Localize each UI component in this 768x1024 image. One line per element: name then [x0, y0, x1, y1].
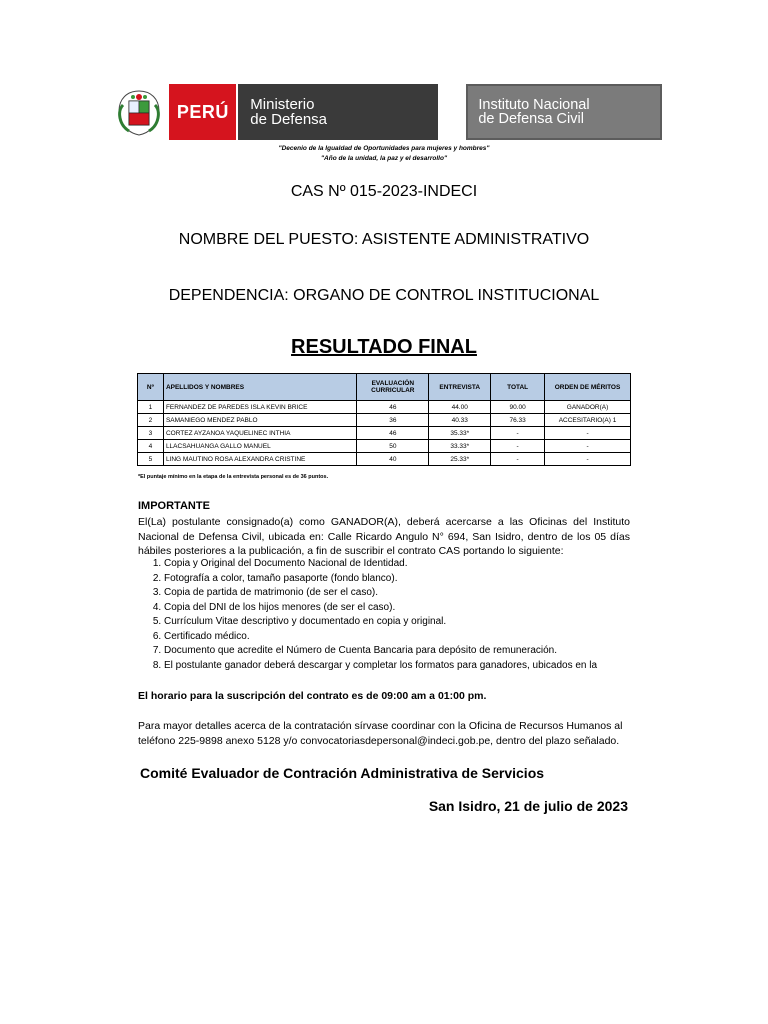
ministry-line2: de Defensa	[250, 111, 328, 128]
cell-interview: 35.33*	[429, 427, 491, 440]
document-date: San Isidro, 21 de julio de 2023	[428, 798, 628, 814]
cell-merit: ACCESITARIO(A) 1	[545, 414, 631, 427]
motto-line2: "Año de la unidad, la paz y el desarrollo"	[320, 155, 448, 162]
cell-total: 76.33	[491, 414, 545, 427]
cell-interview: 44.00	[429, 401, 491, 414]
table-row	[138, 414, 631, 427]
cell-curricular: 46	[357, 427, 429, 440]
peru-label: PERÚ	[169, 84, 236, 140]
list-item: 1. Copia y Original del Documento Nacional de Identidad.	[164, 557, 644, 572]
table-row	[138, 453, 631, 466]
cell-name: FERNANDEZ DE PAREDES ISLA KEVIN BRICE	[163, 401, 356, 414]
cell-interview: 25.33*	[429, 453, 491, 466]
requirements-list	[148, 557, 644, 673]
cell-curricular: 36	[357, 414, 429, 427]
header-banner	[110, 84, 662, 140]
list-item: 6. Certificado médico.	[164, 630, 644, 645]
cell-merit: -	[545, 453, 631, 466]
cell-curricular: 50	[357, 440, 429, 453]
table-footnote: *El puntaje mínimo en la etapa de la entrevista personal es de 36 puntos.	[138, 474, 329, 480]
motto-line1: "Decenio de la Igualdad de Oportunidades para mujeres y hombres"	[278, 145, 490, 152]
header-total: TOTAL	[491, 374, 545, 401]
header-merit: ORDEN DE MÉRITOS	[545, 374, 631, 401]
cell-merit: GANADOR(A)	[545, 401, 631, 414]
cell-total: -	[491, 427, 545, 440]
table-row	[138, 440, 631, 453]
cell-total: -	[491, 440, 545, 453]
header-interview: ENTREVISTA	[429, 374, 491, 401]
important-heading: IMPORTANTE	[138, 500, 210, 512]
cas-title: CAS Nº 015-2023-INDECI	[290, 183, 478, 200]
mottos	[0, 144, 768, 164]
cell-number: 5	[138, 453, 164, 466]
list-item: 4. Copia del DNI de los hijos menores (de ser el caso).	[164, 601, 644, 616]
list-item: 5. Currículum Vitae descriptivo y documentado en copia y original.	[164, 615, 644, 630]
table-row	[138, 401, 631, 414]
table-row	[138, 427, 631, 440]
cell-total: 90.00	[491, 401, 545, 414]
table-header-row	[138, 374, 631, 401]
list-item: 8. El postulante ganador deberá descargar y completar los formatos para ganadores, ubicados en la	[164, 659, 644, 674]
institute-line1: Instituto Nacional	[478, 96, 590, 113]
cell-number: 4	[138, 440, 164, 453]
institute-line2: de Defensa Civil	[478, 111, 584, 127]
header-gap	[438, 84, 467, 140]
institute-label	[466, 84, 662, 140]
cell-interview: 33.33*	[429, 440, 491, 453]
result-title: RESULTADO FINAL	[291, 336, 477, 358]
cell-name: LING MAUTINO ROSA ALEXANDRA CRISTINE	[163, 453, 356, 466]
list-item: 2. Fotografía a color, tamaño pasaporte (fondo blanco).	[164, 572, 644, 587]
results-table	[137, 373, 631, 466]
cell-interview: 40.33	[429, 414, 491, 427]
cell-number: 2	[138, 414, 164, 427]
contact-text: Para mayor detalles acerca de la contratación sírvase coordinar con la Oficina de Recursos Humanos al teléfono 225-9898 anexo 5128 y/o convocatoriasdepersonal@indeci.gob.pe, dentro del plazo señalado.	[138, 720, 623, 747]
department-title: DEPENDENCIA: ORGANO DE CONTROL INSTITUCIONAL	[168, 287, 600, 304]
header-number: Nº	[138, 374, 164, 401]
cell-total: -	[491, 453, 545, 466]
national-seal-icon	[110, 84, 167, 140]
list-item: 7. Documento que acredite el Número de Cuenta Bancaria para depósito de remuneración.	[164, 644, 644, 659]
cell-name: LLACSAHUANGA GALLO MANUEL	[163, 440, 356, 453]
ministry-label	[238, 84, 437, 140]
committee-signature: Comité Evaluador de Contración Administrativa de Servicios	[140, 765, 545, 781]
list-item: 3. Copia de partida de matrimonio (de ser el caso).	[164, 586, 644, 601]
cell-name: SAMANIEGO MENDEZ PABLO	[163, 414, 356, 427]
schedule-text: El horario para la suscripción del contrato es de 09:00 am a 01:00 pm.	[138, 690, 487, 702]
cell-curricular: 46	[357, 401, 429, 414]
ministry-line1: Ministerio	[250, 96, 315, 113]
position-title: NOMBRE DEL PUESTO: ASISTENTE ADMINISTRATIVO	[178, 231, 590, 248]
cell-merit: -	[545, 427, 631, 440]
cell-merit: -	[545, 440, 631, 453]
cell-number: 1	[138, 401, 164, 414]
cell-curricular: 40	[357, 453, 429, 466]
header-curricular: EVALUACIÓN CURRICULAR	[357, 374, 429, 401]
cell-name: CORTEZ AYZANOA YAQUELINEC INTHIA	[163, 427, 356, 440]
header-names: APELLIDOS Y NOMBRES	[163, 374, 356, 401]
important-paragraph: El(La) postulante consignado(a) como GANADOR(A), deberá acercarse a las Oficinas del Instituto Nacional de Defensa Civil, ubicada en: Calle Ricardo Angulo N° 694, San Isidro, dentro de los 05 días hábiles posteriores a la publicación, a fin de suscribir el contrato CAS portando lo siguiente:	[138, 516, 630, 557]
cell-number: 3	[138, 427, 164, 440]
